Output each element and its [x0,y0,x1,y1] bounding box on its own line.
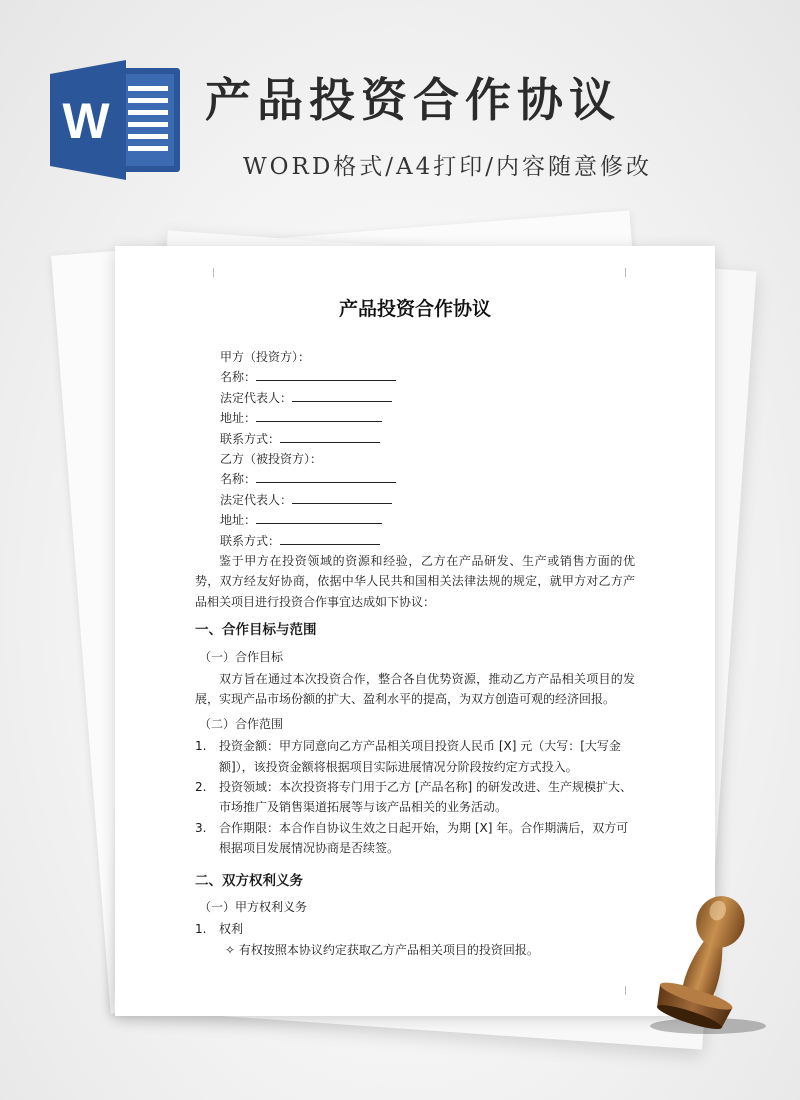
contact-label: 联系方式： [220,533,281,548]
name-blank [256,367,396,381]
address-blank [256,408,382,422]
address-label: 地址： [220,513,257,528]
preamble-paragraph: 鉴于甲方在投资领域的资源和经验，乙方在产品研发、生产或销售方面的优势，双方经友好协商，依据中华人民共和国相关法律法规的规定，就甲方对乙方产品相关项目进行投资合作事宜达成如下协议： [195,553,635,609]
name-label: 名称： [220,472,257,487]
party-a-rep-row [195,388,635,408]
section-2-heading: 二、双方权利义务 [195,872,303,889]
list-item [195,919,635,939]
bullet-item: ✧ 有权按照本协议约定获取乙方产品相关项目的投资回报。 [225,942,539,957]
name-blank [256,469,396,483]
party-b-heading: 乙方（被投资方）： [220,451,323,466]
list-item-number: 1. [195,739,207,754]
word-logo-letter: W [62,93,110,149]
list-item-text: 合作期限：本合作自协议生效之日起开始，为期 [X] 年。合作期满后，双方可根据项目发展情况协商是否续签。 [219,820,629,856]
party-b-rep-row [195,490,635,510]
section-1-heading: 一、合作目标与范围 [195,622,317,639]
document-body [195,347,635,960]
contact-blank [280,531,380,545]
list-item [195,736,635,777]
banner-subtitle: WORD格式/A4打印/内容随意修改 [243,154,652,180]
list-item-number: 2. [195,779,207,794]
list-item-text: 投资金额：甲方同意向乙方产品相关项目投资人民币 [X] 元（大写：[大写金额]），该投资金额将根据项目实际进展情况分阶段按约定方式投入。 [219,739,621,774]
margin-mark [213,268,214,277]
list-item-number: 3. [195,820,207,835]
party-a-heading: 甲方（投资方）： [220,350,311,364]
contact-blank [280,429,380,443]
list-item [195,777,635,818]
wooden-stamp-icon [640,880,775,1035]
section-1-sub1-heading: （一）合作目标 [199,649,284,664]
rep-blank [292,388,392,402]
address-blank [256,510,382,524]
section-1-sub2-heading: （二）合作范围 [199,716,284,731]
list-item-number: 1. [195,922,207,937]
name-label: 名称： [220,370,257,385]
party-a-name-row [195,367,635,387]
address-label: 地址： [220,411,257,426]
party-a-contact-row [195,429,635,449]
party-b-name-row [195,469,635,489]
section-1-sub1-paragraph: 双方旨在通过本次投资合作，整合各自优势资源，推动乙方产品相关项目的发展，实现产品市场份额的扩大、盈利水平的提高，为双方创造可观的经济回报。 [195,671,635,707]
list-item [195,818,635,859]
margin-mark [625,268,626,277]
list-item-text: 投资领域：本次投资将专门用于乙方 [产品名称] 的研发改进、生产规模扩大、市场推广及销售渠道拓展等与该产品相关的业务活动。 [219,779,632,815]
document-page [115,246,715,1016]
margin-mark [625,986,626,995]
section-2-sub1-heading: （一）甲方权利义务 [199,900,308,914]
banner-title: 产品投资合作协议 [205,73,621,127]
rep-label: 法定代表人： [220,390,293,405]
party-b-address-row [195,510,635,530]
rep-blank [292,490,392,504]
list-item-text: 权利 [219,922,244,937]
word-file-icon [50,58,182,182]
party-a-address-row [195,408,635,428]
contact-label: 联系方式： [220,431,281,446]
party-b-contact-row [195,531,635,551]
rep-label: 法定代表人： [220,492,293,507]
document-title: 产品投资合作协议 [338,298,491,320]
